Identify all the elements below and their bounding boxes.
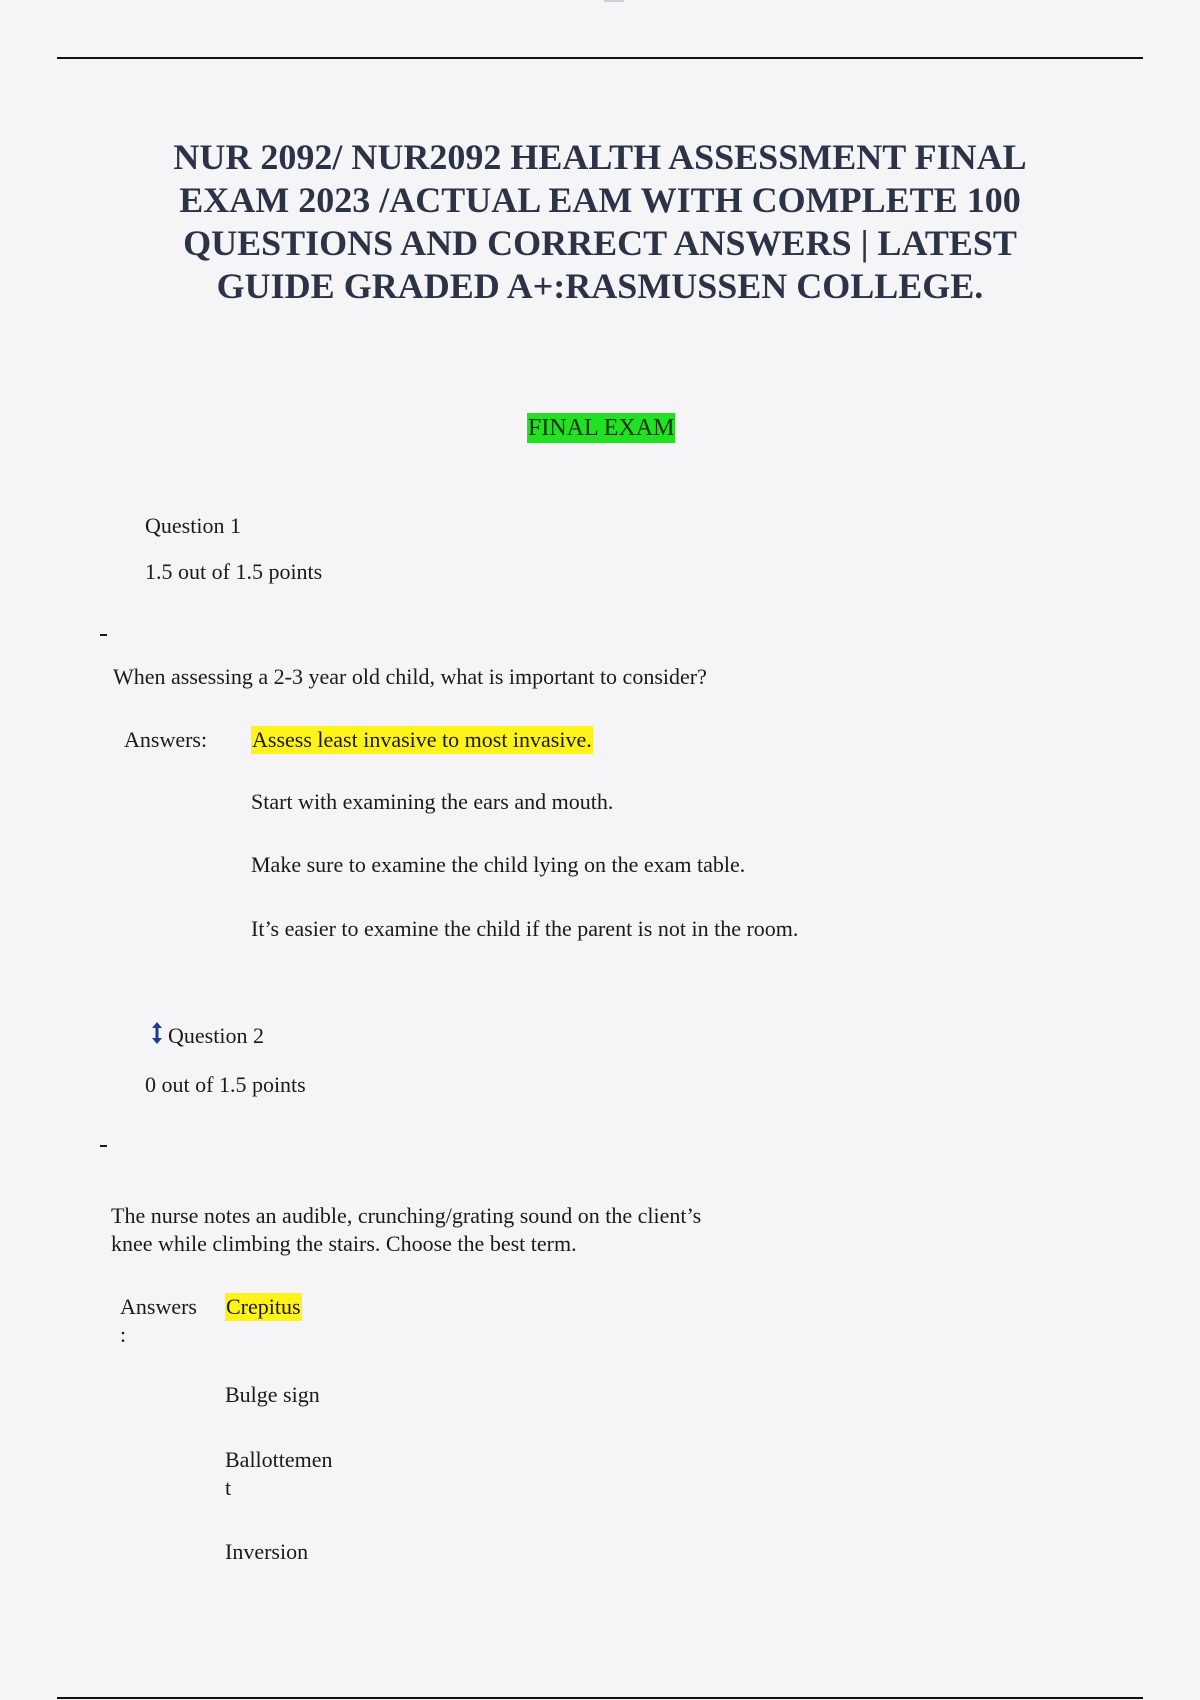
answer-option: Inversion [225, 1539, 309, 1564]
answer-option: Bulge sign [225, 1382, 320, 1407]
question-score: 0 out of 1.5 points [145, 1072, 306, 1097]
answers-label-colon: : [120, 1322, 127, 1347]
question-heading: Question 2 [168, 1023, 264, 1048]
answers-label: Answers: [124, 727, 208, 752]
answer-option: Ballottemen [225, 1447, 333, 1472]
question-prompt: When assessing a 2-3 year old child, what is important to consider? [113, 664, 707, 689]
question-prompt-line: The nurse notes an audible, crunching/grating sound on the client’s [111, 1203, 702, 1228]
title-line: QUESTIONS AND CORRECT ANSWERS | LATEST [183, 223, 1017, 263]
question-prompt-line: knee while climbing the stairs. Choose the best term. [111, 1231, 577, 1256]
answer-option: Start with examining the ears and mouth. [251, 789, 614, 814]
title-line: EXAM 2023 /ACTUAL EAM WITH COMPLETE 100 [179, 180, 1021, 220]
answer-option-correct: Crepitus [226, 1294, 301, 1319]
answers-label: Answers [120, 1294, 197, 1319]
up-down-arrow-icon [151, 1021, 163, 1045]
title-line: NUR 2092/ NUR2092 HEALTH ASSESSMENT FINAL [173, 137, 1027, 177]
header-rule [57, 57, 1143, 59]
answer-option-correct: Assess least invasive to most invasive. [252, 727, 592, 752]
document-title [100, 136, 1100, 308]
question-marker [100, 634, 107, 636]
page-top-mark [604, 0, 624, 2]
question-heading: Question 1 [145, 513, 241, 538]
question-marker [100, 1145, 107, 1147]
footer-rule [57, 1697, 1143, 1699]
section-label: FINAL EXAM [528, 415, 675, 441]
question-score: 1.5 out of 1.5 points [145, 559, 323, 584]
answer-option: Make sure to examine the child lying on the exam table. [251, 852, 746, 877]
answer-option-continued: t [225, 1475, 232, 1500]
title-line: GUIDE GRADED A+:RASMUSSEN COLLEGE. [216, 266, 984, 306]
answer-option: It’s easier to examine the child if the parent is not in the room. [251, 916, 799, 941]
